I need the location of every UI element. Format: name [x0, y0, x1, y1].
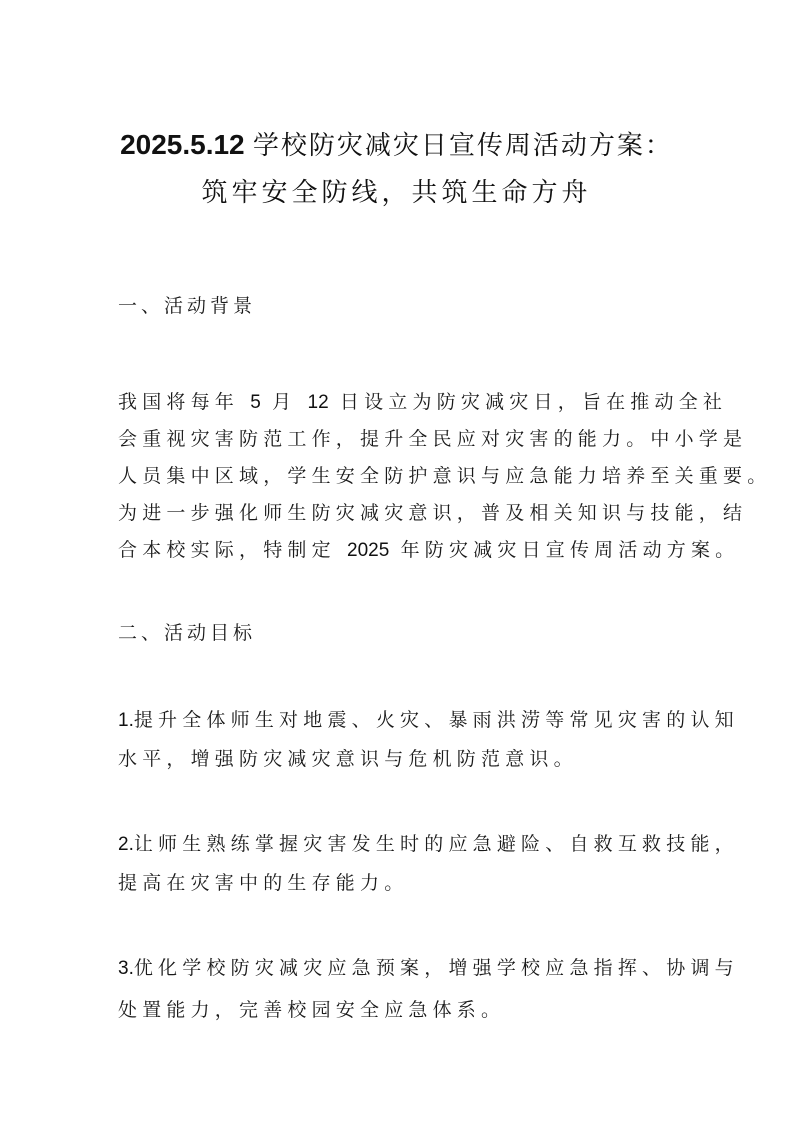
number-run: 2025 [347, 540, 390, 561]
document-subtitle: 筑牢安全防线，共筑生命方舟 [201, 178, 592, 208]
text-run: 优化学校防灾减灾应急预案，增强学校应急指挥、协调与 [133, 957, 739, 979]
goal-item-3-line-2: 处置能力，完善校园安全应急体系。 [118, 999, 506, 1021]
text-run: 我国将每年 [118, 391, 251, 413]
text-run: 年防灾减灾日宣传周活动方案。 [389, 539, 740, 561]
goal-item-number: 1. [118, 710, 134, 731]
number-run: 5 [250, 392, 261, 413]
paragraph-line: 人员集中区域，学生安全防护意识与应急能力培养至关重要。 [118, 465, 772, 487]
section-heading-background: 一、活动背景 [118, 295, 257, 317]
goal-item-1-line-2: 水平，增强防灾减灾意识与危机防范意识。 [118, 748, 578, 770]
goal-item-2-line-2: 提高在灾害中的生存能力。 [118, 872, 409, 894]
goal-item-number: 2. [118, 834, 134, 855]
paragraph-line [118, 537, 739, 564]
paragraph-line [118, 389, 727, 416]
goal-item-number: 3. [118, 958, 134, 979]
text-run: 日设立为防灾减灾日，旨在推动全社 [328, 391, 728, 413]
section-heading-goals: 二、活动目标 [118, 622, 257, 644]
goal-item-1-line-1 [118, 707, 739, 734]
goal-item-3-line-1 [118, 955, 739, 982]
text-run: 提升全体师生对地震、火灾、暴雨洪涝等常见灾害的认知 [133, 709, 739, 731]
document-title-line-1 [0, 128, 793, 163]
paragraph-line: 为进一步强化师生防灾减灾意识，普及相关知识与技能，结 [118, 502, 748, 524]
text-run: 让师生熟练掌握灾害发生时的应急避险、自救互救技能， [133, 833, 739, 855]
title-date: 2025.5.12 [120, 129, 245, 160]
text-run: 月 [260, 391, 308, 413]
goal-item-2-line-1 [118, 831, 739, 858]
title-main-text: 学校防灾减灾日宣传周活动方案： [252, 131, 673, 161]
text-run: 合本校实际，特制定 [118, 539, 348, 561]
number-run: 12 [307, 392, 329, 413]
paragraph-line: 会重视灾害防范工作，提升全民应对灾害的能力。中小学是 [118, 428, 748, 450]
